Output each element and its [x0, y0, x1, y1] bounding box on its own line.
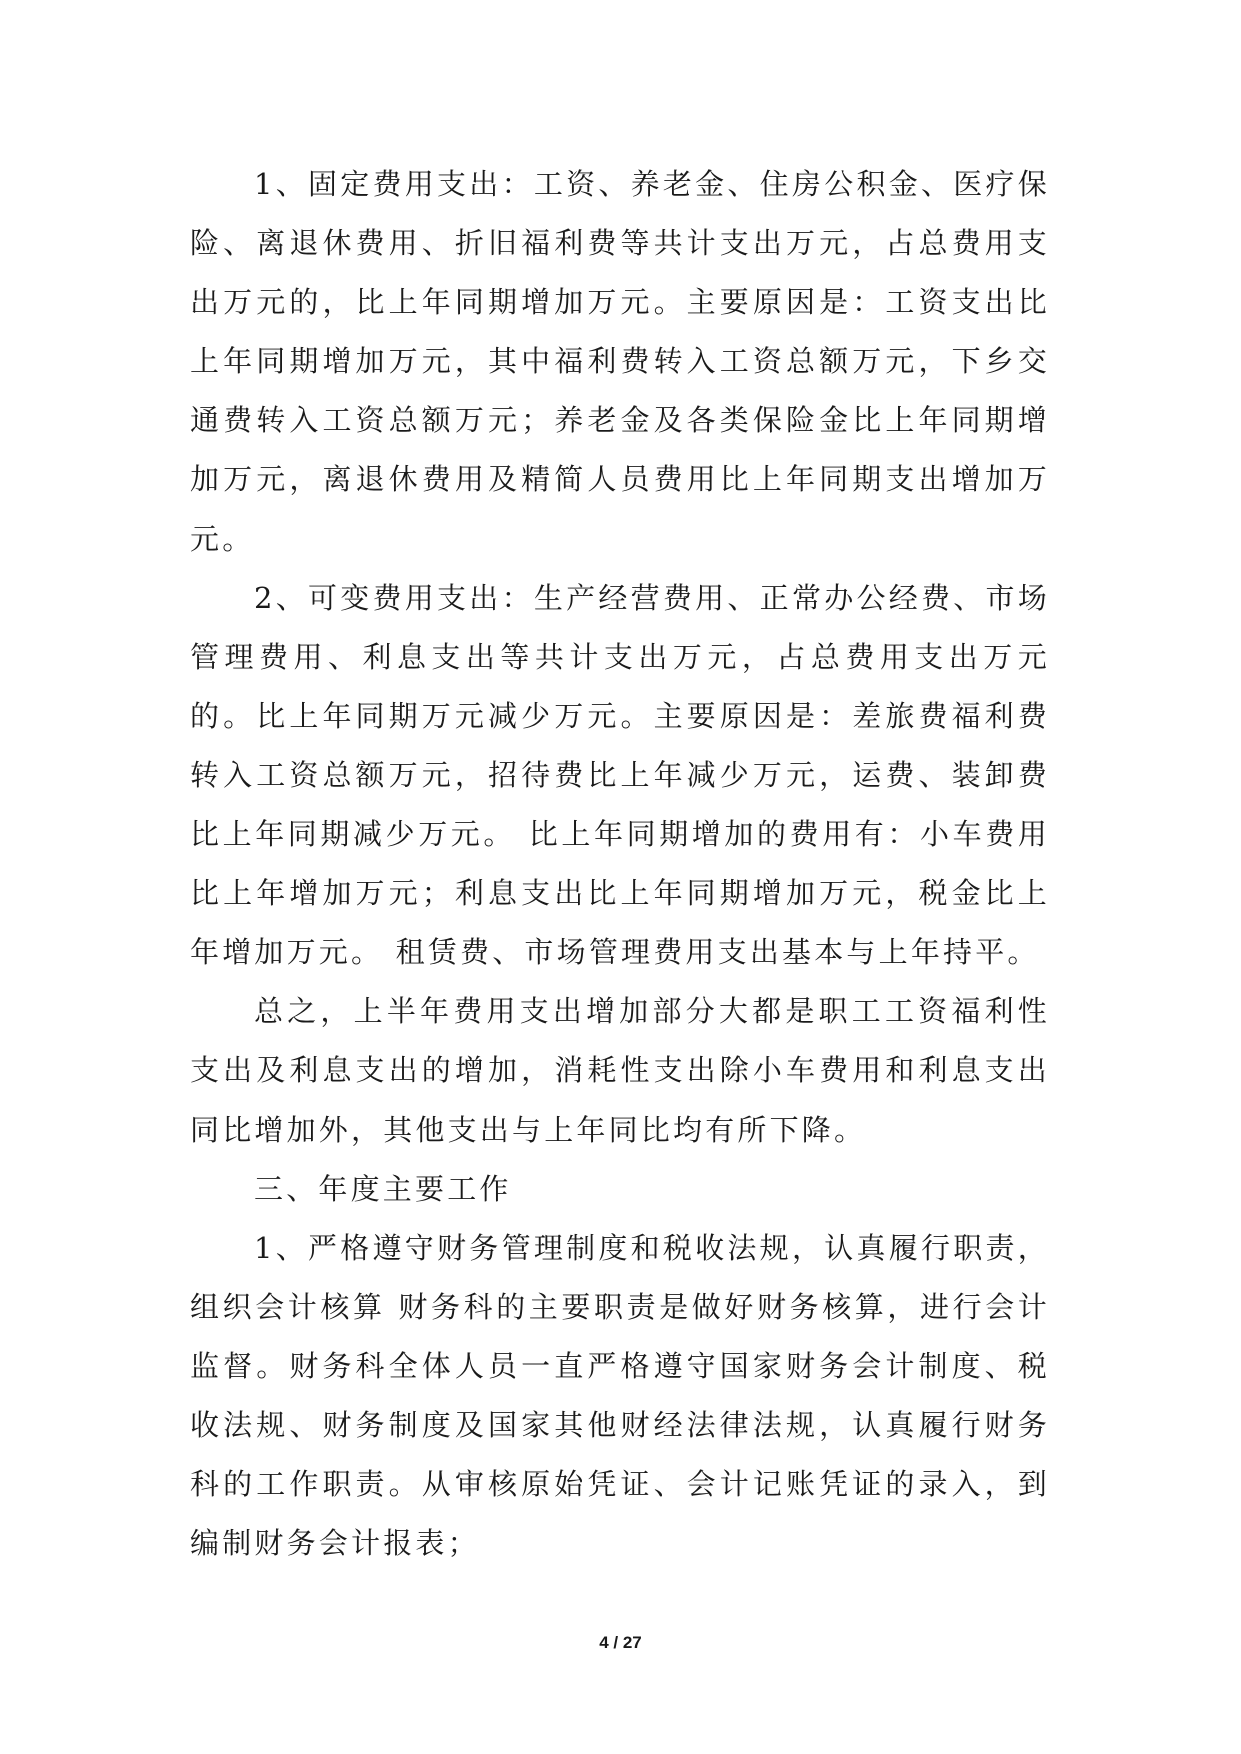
- section-heading: 三、年度主要工作: [254, 1171, 512, 1206]
- paragraph-main-work-1: 1、严格遵守财务管理制度和税收法规，认真履行职责，组织会计核算 财务科的主要职责是做好财务核算，进行会计监督。财务科全体人员一直严格遵守国家财务会计制度、税收法规、财务制度及国家其他财经法律法规，认真履行财务科的工作职责。从审核原始凭证、会计记账凭证的录入，到编制财务会计报表；: [190, 1230, 1050, 1561]
- paragraph-variable-expenses: 2、可变费用支出：生产经营费用、正常办公经费、市场管理费用、利息支出等共计支出万元，占总费用支出万元的。比上年同期万元减少万元。主要原因是：差旅费福利费转入工资总额万元，招待费比上年减少万元，运费、装卸费比上年同期减少万元。 比上年同期增加的费用有：小车费用比上年增加万元；利息支出比上年同期增加万元，税金比上年增加万元。 租赁费、市场管理费用支出基本与上年持平。: [190, 580, 1050, 970]
- paragraph-fixed-expenses: 1、固定费用支出：工资、养老金、住房公积金、医疗保险、离退休费用、折旧福利费等共计支出万元，占总费用支出万元的，比上年同期增加万元。主要原因是：工资支出比上年同期增加万元，其中福利费转入工资总额万元，下乡交通费转入工资总额万元；养老金及各类保险金比上年同期增加万元，离退休费用及精简人员费用比上年同期支出增加万元。: [190, 167, 1050, 556]
- document-body: [190, 155, 1050, 1573]
- page-number: 4 / 27: [599, 1633, 642, 1652]
- paragraph-summary: 总之，上半年费用支出增加部分大都是职工工资福利性支出及利息支出的增加，消耗性支出除小车费用和利息支出同比增加外，其他支出与上年同比均有所下降。: [190, 994, 1050, 1147]
